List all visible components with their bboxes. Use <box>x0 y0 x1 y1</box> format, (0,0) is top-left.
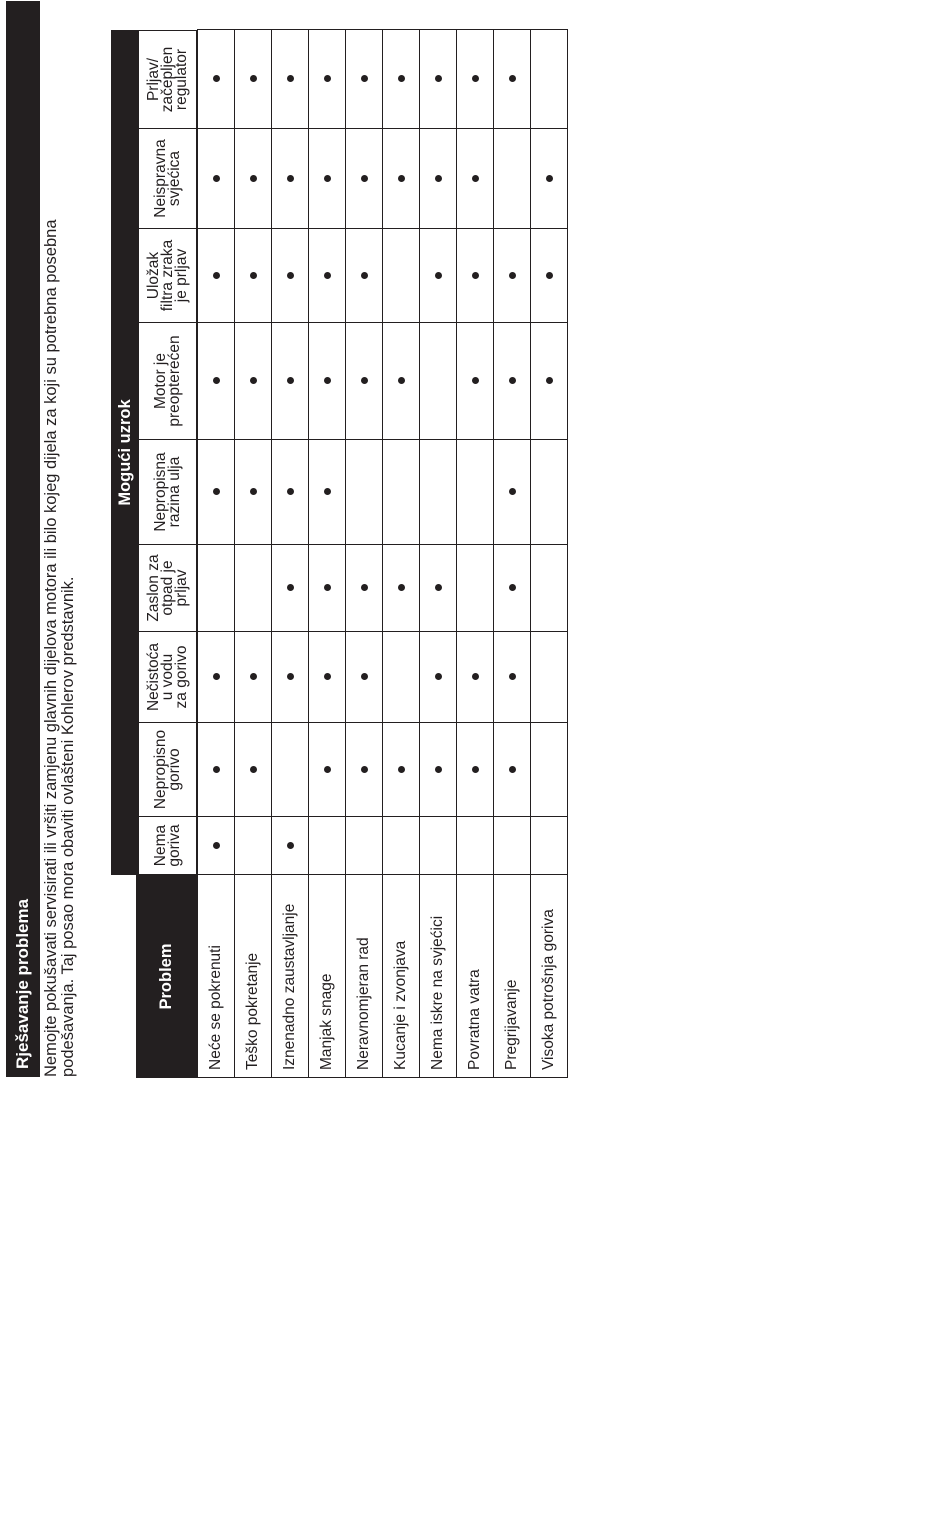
cause-cell <box>383 229 420 323</box>
cause-cell <box>383 632 420 723</box>
bullet-mark-icon <box>324 674 331 681</box>
cause-cell <box>198 30 235 129</box>
cause-cell <box>346 229 383 323</box>
bullet-mark-icon <box>398 378 405 385</box>
bullet-mark-icon <box>213 272 220 279</box>
bullet-mark-icon <box>250 674 257 681</box>
cause-cell <box>420 323 457 440</box>
cause-cell <box>494 817 531 875</box>
table-row <box>420 30 457 1078</box>
bullet-mark-icon <box>213 378 220 385</box>
cause-cell <box>494 323 531 440</box>
cause-cell <box>346 817 383 875</box>
cause-cell <box>235 323 272 440</box>
cause-cell <box>309 632 346 723</box>
table-row <box>309 30 346 1078</box>
bullet-mark-icon <box>509 766 516 773</box>
problem-cell: Visoka potrošnja goriva <box>531 875 568 1078</box>
bullet-mark-icon <box>435 272 442 279</box>
bullet-mark-icon <box>509 76 516 83</box>
cause-cell <box>272 440 309 545</box>
cause-cell <box>309 440 346 545</box>
bullet-mark-icon <box>250 272 257 279</box>
cause-cell <box>235 545 272 632</box>
cause-cell <box>420 817 457 875</box>
cause-cell <box>309 723 346 817</box>
bullet-mark-icon <box>213 76 220 83</box>
cause-cell <box>235 30 272 129</box>
cause-cell <box>420 229 457 323</box>
bullet-mark-icon <box>546 272 553 279</box>
bullet-mark-icon <box>472 766 479 773</box>
bullet-mark-icon <box>509 272 516 279</box>
cause-column-header: Nepropisno gorivo <box>139 723 197 817</box>
cause-cell <box>346 30 383 129</box>
cause-column-header: Uložak filtra zraka je prljav <box>139 229 197 323</box>
bullet-mark-icon <box>361 272 368 279</box>
problem-cell: Povratna vatra <box>457 875 494 1078</box>
bullet-mark-icon <box>361 585 368 592</box>
cause-cell <box>457 229 494 323</box>
cause-cell <box>383 817 420 875</box>
table-row <box>531 30 568 1078</box>
cause-cell <box>309 30 346 129</box>
bullet-mark-icon <box>213 489 220 496</box>
bullet-mark-icon <box>324 489 331 496</box>
cause-cell <box>198 440 235 545</box>
intro-line-2: podešavanja. Taj posao mora obaviti ovlašteni Kohlerov predstavnik. <box>59 576 77 1077</box>
cause-cell <box>198 632 235 723</box>
troubleshooting-table <box>197 29 568 1078</box>
cause-cell <box>420 129 457 229</box>
cause-cell <box>531 723 568 817</box>
cause-cell <box>272 323 309 440</box>
bullet-mark-icon <box>287 378 294 385</box>
bullet-mark-icon <box>250 378 257 385</box>
cause-cell <box>346 129 383 229</box>
cause-cell <box>420 723 457 817</box>
cause-cell <box>457 817 494 875</box>
cause-cell <box>272 723 309 817</box>
bullet-mark-icon <box>250 489 257 496</box>
bullet-mark-icon <box>509 585 516 592</box>
cause-cell <box>235 632 272 723</box>
problem-cell: Neravnomjeran rad <box>346 875 383 1078</box>
cause-cell <box>309 817 346 875</box>
cause-cell <box>272 545 309 632</box>
bullet-mark-icon <box>287 842 294 849</box>
possible-cause-header: Mogući uzrok <box>111 30 139 875</box>
bullet-mark-icon <box>509 378 516 385</box>
intro-text <box>43 7 77 1077</box>
cause-cell <box>383 129 420 229</box>
bullet-mark-icon <box>509 674 516 681</box>
cause-cell <box>531 817 568 875</box>
cause-cell <box>420 632 457 723</box>
problem-cell: Manjak snage <box>309 875 346 1078</box>
cause-cell <box>198 723 235 817</box>
cause-cell <box>346 632 383 723</box>
cause-cell <box>457 323 494 440</box>
bullet-mark-icon <box>472 76 479 83</box>
cause-cell <box>272 129 309 229</box>
cause-cell <box>198 229 235 323</box>
intro-line-1: Nemojte pokušavati servisirati ili vršiti zamjenu glavnih dijelova motora ili bilo kojeg dijela za koji su potrebna posebna <box>42 219 60 1077</box>
cause-cell <box>235 229 272 323</box>
bullet-mark-icon <box>472 175 479 182</box>
cause-cell <box>309 323 346 440</box>
bullet-mark-icon <box>398 766 405 773</box>
bullet-mark-icon <box>324 766 331 773</box>
cause-cell <box>494 440 531 545</box>
cause-cell <box>457 632 494 723</box>
cause-cell <box>235 817 272 875</box>
problem-cell: Neće se pokrenuti <box>198 875 235 1078</box>
cause-cell <box>235 440 272 545</box>
cause-cell <box>531 440 568 545</box>
cause-cell <box>383 30 420 129</box>
cause-cell <box>383 545 420 632</box>
cause-column-header: Prljav/ začepljen regulator <box>139 30 197 129</box>
bullet-mark-icon <box>472 674 479 681</box>
cause-cell <box>198 129 235 229</box>
cause-cell <box>272 30 309 129</box>
cause-cell <box>531 545 568 632</box>
table-row <box>235 30 272 1078</box>
problem-cell: Teško pokretanje <box>235 875 272 1078</box>
cause-cell <box>346 723 383 817</box>
cause-cell <box>494 129 531 229</box>
bullet-mark-icon <box>324 76 331 83</box>
bullet-mark-icon <box>398 585 405 592</box>
table-row <box>494 30 531 1078</box>
problem-cell: Pregrijavanje <box>494 875 531 1078</box>
problem-cell: Nema iskre na svjećici <box>420 875 457 1078</box>
bullet-mark-icon <box>287 674 294 681</box>
bullet-mark-icon <box>213 842 220 849</box>
cause-cell <box>272 632 309 723</box>
cause-cell <box>457 30 494 129</box>
cause-column-headers <box>139 30 197 875</box>
cause-cell <box>457 440 494 545</box>
cause-column-header: Nečistoća u vodu za gorivo <box>139 632 197 723</box>
cause-cell <box>383 723 420 817</box>
cause-cell <box>494 545 531 632</box>
bullet-mark-icon <box>546 175 553 182</box>
cause-cell <box>531 30 568 129</box>
bullet-mark-icon <box>435 76 442 83</box>
cause-cell <box>383 440 420 545</box>
problem-cell: Kucanje i zvonjava <box>383 875 420 1078</box>
bullet-mark-icon <box>361 766 368 773</box>
cause-cell <box>346 440 383 545</box>
cause-cell <box>494 723 531 817</box>
cause-cell <box>457 129 494 229</box>
cause-cell <box>494 229 531 323</box>
cause-cell <box>346 323 383 440</box>
cause-cell <box>420 545 457 632</box>
bullet-mark-icon <box>509 489 516 496</box>
bullet-mark-icon <box>213 766 220 773</box>
cause-cell <box>272 229 309 323</box>
bullet-mark-icon <box>435 766 442 773</box>
table-row <box>198 30 235 1078</box>
cause-cell <box>309 129 346 229</box>
bullet-mark-icon <box>213 674 220 681</box>
table-row <box>383 30 420 1078</box>
cause-cell <box>531 632 568 723</box>
section-title: Rješavanje problema <box>6 1 40 1077</box>
bullet-mark-icon <box>546 378 553 385</box>
table-row <box>457 30 494 1078</box>
bullet-mark-icon <box>472 378 479 385</box>
cause-cell <box>235 129 272 229</box>
bullet-mark-icon <box>213 175 220 182</box>
cause-cell <box>235 723 272 817</box>
bullet-mark-icon <box>361 76 368 83</box>
cause-column-header: Zaslon za otpad je prljav <box>139 545 197 632</box>
bullet-mark-icon <box>398 175 405 182</box>
bullet-mark-icon <box>435 585 442 592</box>
cause-cell <box>272 817 309 875</box>
bullet-mark-icon <box>324 378 331 385</box>
bullet-mark-icon <box>287 272 294 279</box>
cause-cell <box>198 323 235 440</box>
bullet-mark-icon <box>324 175 331 182</box>
bullet-mark-icon <box>361 175 368 182</box>
cause-column-header: Neispravna svjećica <box>139 129 197 229</box>
bullet-mark-icon <box>324 272 331 279</box>
cause-cell <box>309 545 346 632</box>
cause-cell <box>309 229 346 323</box>
cause-cell <box>531 129 568 229</box>
bullet-mark-icon <box>324 585 331 592</box>
bullet-mark-icon <box>250 76 257 83</box>
cause-cell <box>420 30 457 129</box>
problem-cell: Iznenadno zaustavljanje <box>272 875 309 1078</box>
bullet-mark-icon <box>287 585 294 592</box>
bullet-mark-icon <box>250 175 257 182</box>
cause-cell <box>420 440 457 545</box>
cause-cell <box>457 545 494 632</box>
bullet-mark-icon <box>398 76 405 83</box>
cause-cell <box>346 545 383 632</box>
cause-cell <box>531 323 568 440</box>
cause-cell <box>383 323 420 440</box>
cause-column-header: Nema goriva <box>139 817 197 875</box>
cause-cell <box>494 30 531 129</box>
bullet-mark-icon <box>287 76 294 83</box>
cause-column-header: Nepropisna razina ulja <box>139 440 197 545</box>
bullet-mark-icon <box>250 766 257 773</box>
table-row <box>346 30 383 1078</box>
cause-cell <box>494 632 531 723</box>
bullet-mark-icon <box>287 489 294 496</box>
bullet-mark-icon <box>472 272 479 279</box>
bullet-mark-icon <box>435 175 442 182</box>
bullet-mark-icon <box>361 378 368 385</box>
cause-cell <box>457 723 494 817</box>
cause-cell <box>198 545 235 632</box>
bullet-mark-icon <box>287 175 294 182</box>
cause-column-header: Motor je preopterećen <box>139 323 197 440</box>
cause-cell <box>198 817 235 875</box>
problem-header: Problem <box>136 875 197 1078</box>
bullet-mark-icon <box>361 674 368 681</box>
cause-cell <box>531 229 568 323</box>
bullet-mark-icon <box>435 674 442 681</box>
table-row <box>272 30 309 1078</box>
